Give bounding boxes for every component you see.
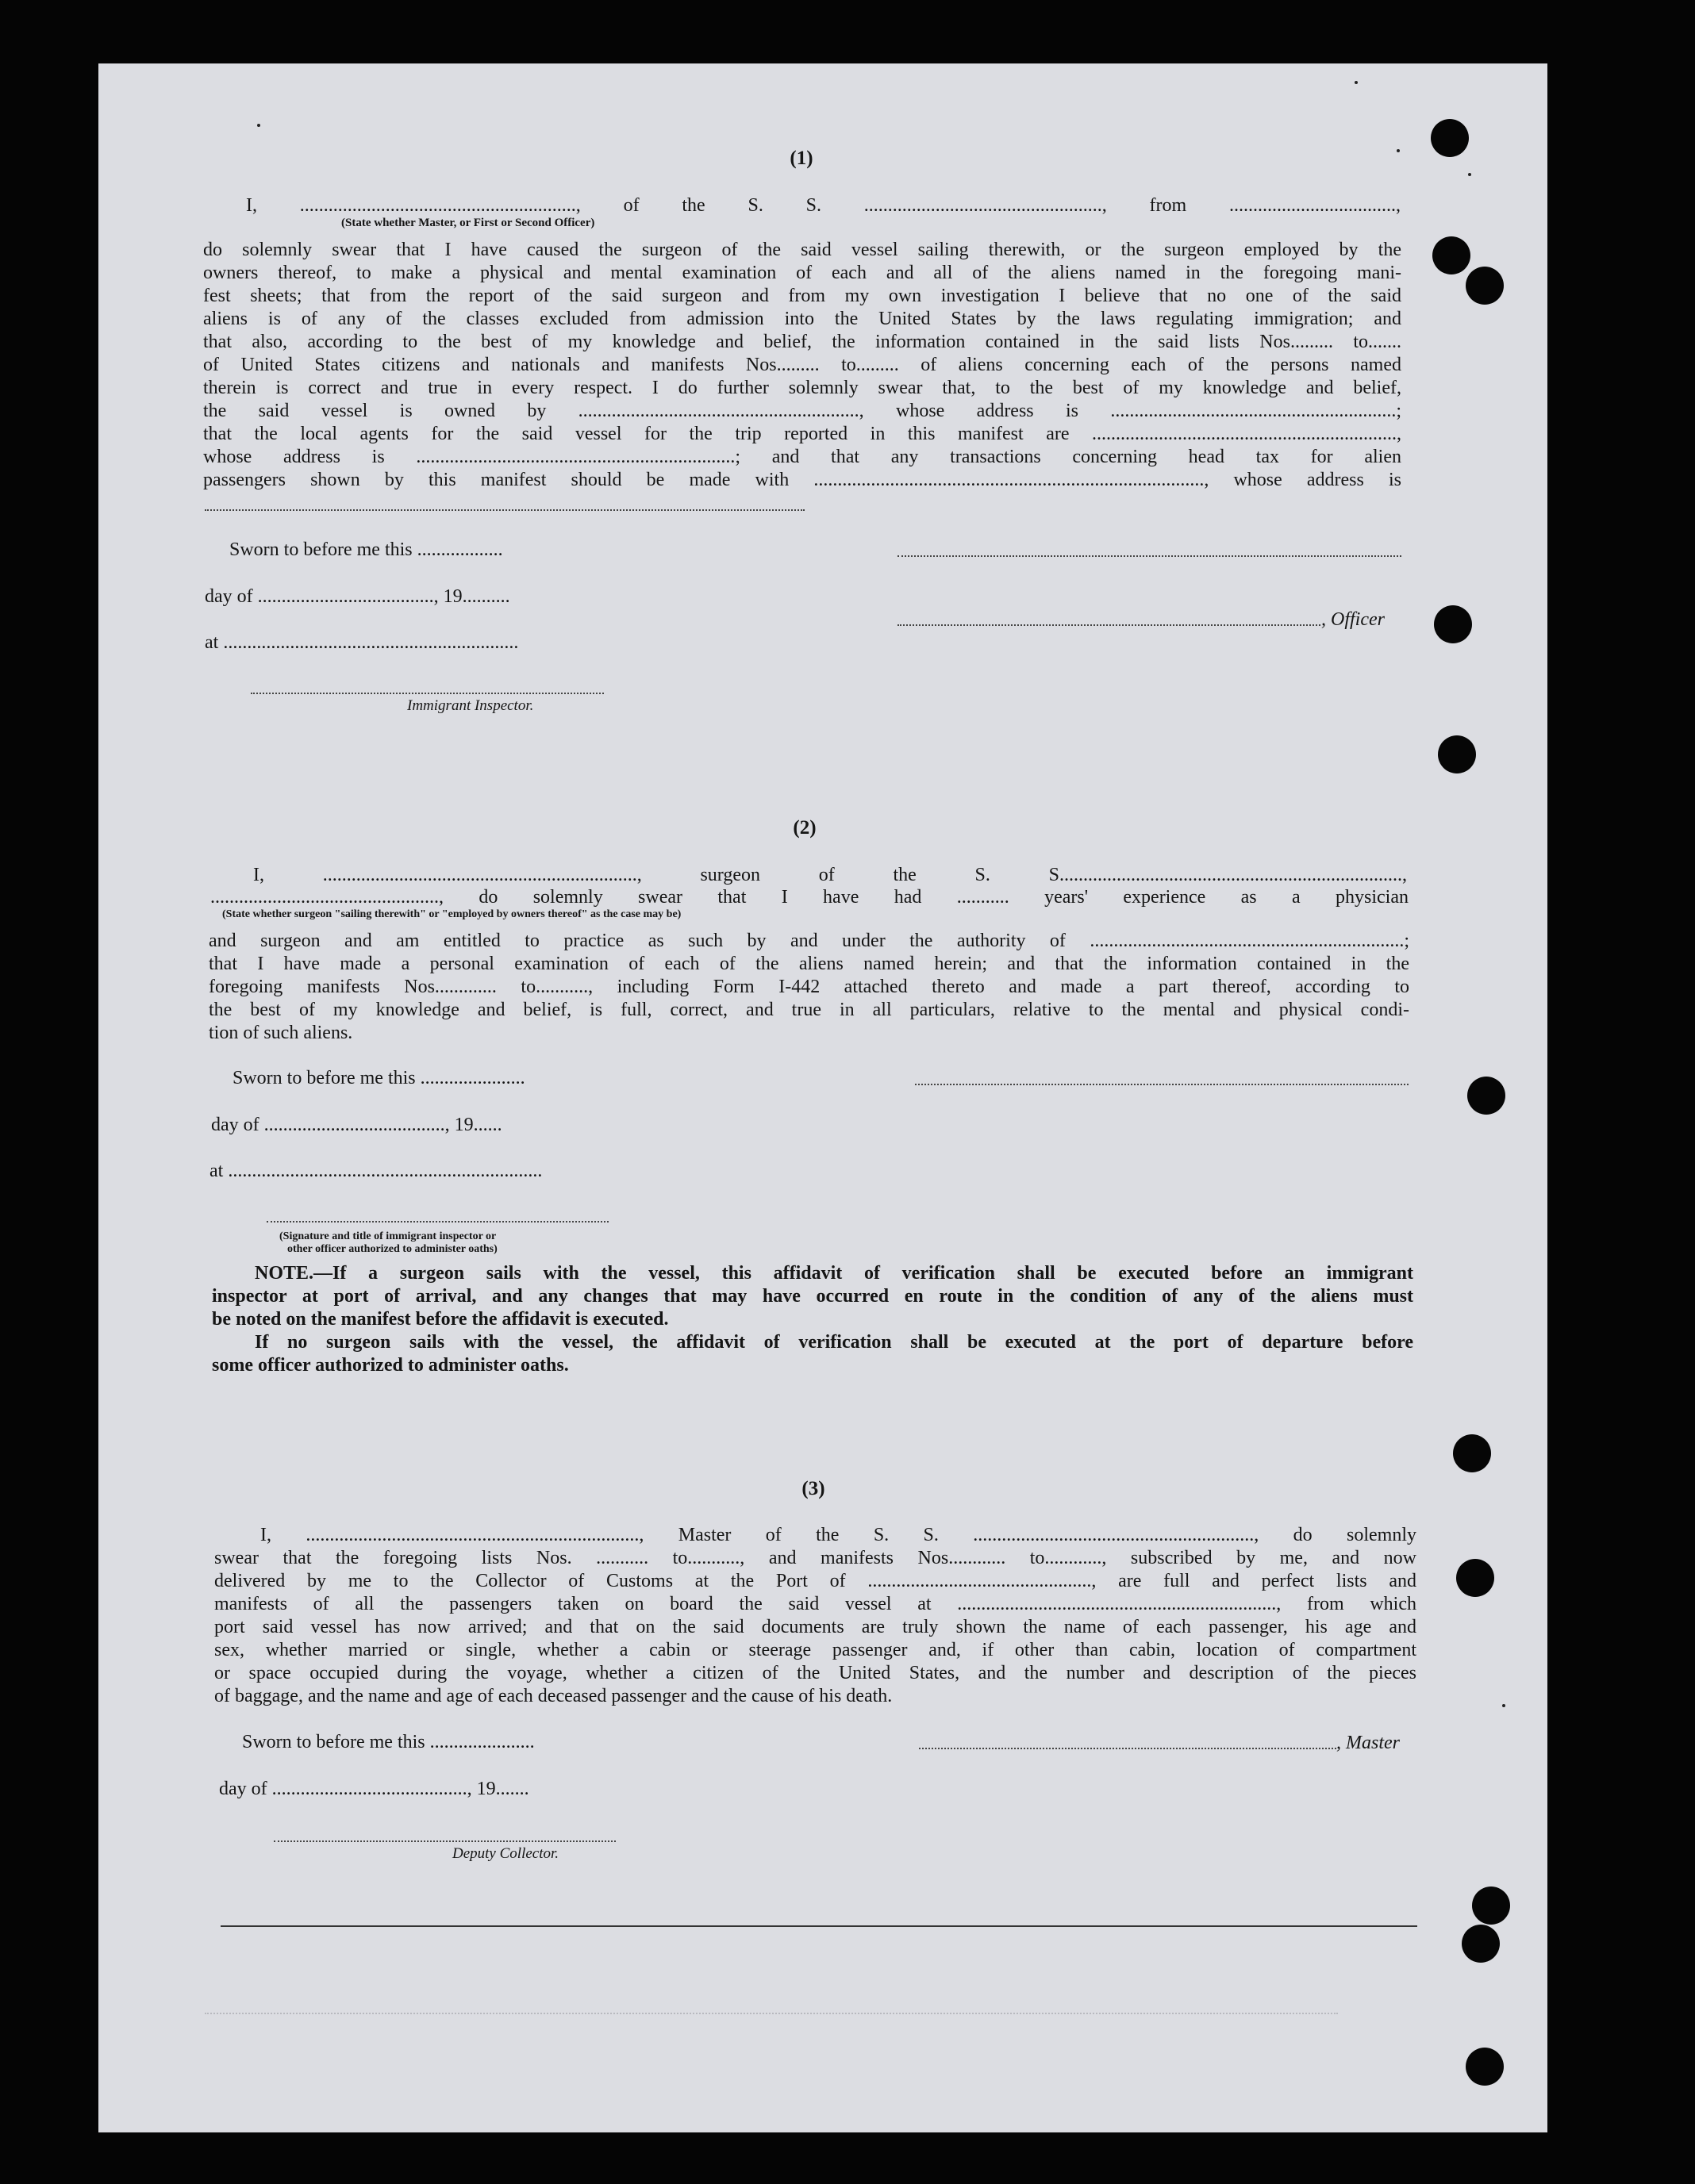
punch-hole: [1466, 2048, 1504, 2086]
section-2-first-line: I, .................................................................., surgeon of the S. S........................................................................,: [253, 865, 1407, 885]
section-3-sworn: Sworn to before me this ......................: [242, 1732, 535, 1752]
section-2-paragraph: [209, 930, 1409, 1045]
paragraph-line: or space occupied during the voyage, whether a citizen of the United States, and the number and description of the pieces: [214, 1663, 1416, 1683]
signature-caption-line-2: other officer authorized to administer oaths): [287, 1243, 498, 1255]
punch-hole: [1432, 236, 1470, 274]
paragraph-line: delivered by me to the Collector of Customs at the Port of ..............................................., are full and perfect lists and: [214, 1571, 1416, 1591]
master-label: , Master: [1336, 1733, 1400, 1753]
punch-hole: [1453, 1434, 1491, 1472]
speck: [1502, 1704, 1505, 1707]
speck: [1397, 149, 1400, 152]
section-1-sworn: Sworn to before me this ..................: [229, 539, 503, 560]
section-2-second-line: ................................................, do solemnly swear that I have had ........... years' experience as a physician: [210, 887, 1409, 908]
paragraph-line: that I have made a personal examination of each of the aliens named herein; and that the information contained in the: [209, 954, 1409, 974]
section-2-at: at ..................................................................: [209, 1161, 543, 1181]
paragraph-line: do solemnly swear that I have caused the surgeon of the said vessel sailing therewith, or the surgeon employed by the: [203, 240, 1401, 260]
paragraph-line: of baggage, and the name and age of each deceased passenger and the cause of his death.: [214, 1686, 893, 1706]
paragraph-line: swear that the foregoing lists Nos. ........... to..........., and manifests Nos............ to............, subscribed by me, and now: [214, 1548, 1416, 1568]
paragraph-line: aliens is of any of the classes excluded from admission into the United States by the laws regulating immigration; and: [203, 309, 1401, 329]
punch-hole: [1472, 1887, 1510, 1925]
paragraph-line: and surgeon and am entitled to practice as such by and under the authority of ..................................................................;: [209, 931, 1409, 951]
paragraph-line: that the local agents for the said vessel for the trip reported in this manifest are ................................................................,: [203, 424, 1401, 444]
bottom-rule: [221, 1925, 1417, 1927]
section-3-paragraph: [214, 1524, 1416, 1708]
paragraph-line: owners thereof, to make a physical and mental examination of each and all of the aliens named in the foregoing mani-: [203, 263, 1401, 283]
paragraph-line: whose address is ...................................................................; and that any transactions concerning head tax for alien: [203, 447, 1401, 467]
inspector-signature-line: [251, 693, 604, 694]
section-1-paragraph: [203, 239, 1401, 492]
paragraph-line: the said vessel is owned by ..........................................................., whose address is ............................................................;: [203, 401, 1401, 421]
officer-blank-top: [897, 555, 1401, 557]
inspector-signature-line-2: [267, 1221, 609, 1223]
paragraph-line: tion of such aliens.: [209, 1023, 353, 1043]
paragraph-line: manifests of all the passengers taken on board the said vessel at ..................................................................., from which: [214, 1594, 1416, 1614]
punch-hole: [1431, 119, 1469, 157]
address-blank-line: [205, 509, 805, 511]
punch-hole: [1456, 1559, 1494, 1597]
section-1-at: at ..............................................................: [205, 632, 519, 653]
note-line: NOTE.—If a surgeon sails with the vessel, this affidavit of verification shall be executed before an immigrant: [255, 1263, 1413, 1284]
note-line: inspector at port of arrival, and any changes that may have occurred en route in the condition of any of the aliens must: [212, 1286, 1413, 1307]
inspector-label: Immigrant Inspector.: [407, 697, 534, 714]
paragraph-line: of United States citizens and nationals and manifests Nos......... to......... of aliens concerning each of the persons named: [203, 355, 1401, 375]
section-2-day-of: day of ......................................, 19......: [211, 1115, 502, 1135]
punch-hole: [1467, 1077, 1505, 1115]
speck: [1355, 81, 1358, 84]
section-1-day-of: day of ....................................., 19..........: [205, 586, 510, 607]
speck: [257, 124, 260, 127]
paragraph-line: that also, according to the best of my knowledge and belief, the information contained in the said lists Nos......... to.......: [203, 332, 1401, 352]
paragraph-line: I, ......................................................................, Master of the S. S. ..........................................................., do solemnly: [260, 1525, 1416, 1545]
deputy-label: Deputy Collector.: [452, 1845, 559, 1862]
section-1-number: (1): [790, 148, 813, 169]
speck: [1468, 173, 1471, 176]
note-line: some officer authorized to administer oaths.: [212, 1355, 569, 1376]
paragraph-line: the best of my knowledge and belief, is full, correct, and true in all particulars, relative to the mental and physical condi-: [209, 1000, 1409, 1020]
paragraph-line: therein is correct and true in every respect. I do further solemnly swear that, to the best of my knowledge and belief,: [203, 378, 1401, 398]
faint-bottom-line: [205, 2013, 1338, 2014]
note-line: be noted on the manifest before the affidavit is executed.: [212, 1309, 669, 1330]
punch-hole: [1438, 735, 1476, 773]
punch-hole: [1462, 1925, 1500, 1963]
master-signature-line: [919, 1748, 1336, 1749]
signature-caption-line-1: (Signature and title of immigrant inspector or: [279, 1230, 497, 1242]
section-1-first-line: I, .........................................................., of the S. S. .................................................., from ...................................,: [246, 195, 1401, 216]
paragraph-line: port said vessel has now arrived; and that on the said documents are truly shown the name of each passenger, his age and: [214, 1617, 1416, 1637]
section-2-sworn: Sworn to before me this ......................: [233, 1068, 525, 1088]
officer-signature-line: [897, 624, 1320, 626]
paragraph-line: fest sheets; that from the report of the said surgeon and from my own investigation I believe that no one of the said: [203, 286, 1401, 306]
section-1-caption: (State whether Master, or First or Second Officer): [341, 217, 595, 229]
paragraph-line: foregoing manifests Nos............. to..........., including Form I-442 attached thereto and made a part thereof, according to: [209, 977, 1409, 997]
section-3-day-of: day of ........................................., 19.......: [219, 1779, 529, 1799]
section-2-note: [212, 1262, 1413, 1377]
punch-hole: [1466, 267, 1504, 305]
paragraph-line: sex, whether married or single, whether a cabin or steerage passenger and, if other than cabin, location of compartment: [214, 1640, 1416, 1660]
section-3-number: (3): [801, 1478, 825, 1499]
deputy-signature-line: [274, 1840, 616, 1842]
surgeon-signature-line: [915, 1084, 1409, 1085]
punch-hole: [1434, 605, 1472, 643]
officer-label: , Officer: [1321, 609, 1385, 630]
section-2-number: (2): [793, 817, 817, 839]
note-line: If no surgeon sails with the vessel, the affidavit of verification shall be executed at the port of departure before: [255, 1332, 1413, 1353]
paragraph-line: passengers shown by this manifest should be made with .................................................................................., whose address is: [203, 470, 1401, 490]
section-2-caption: (State whether surgeon "sailing therewith" or "employed by owners thereof" as the case may be): [222, 908, 682, 920]
